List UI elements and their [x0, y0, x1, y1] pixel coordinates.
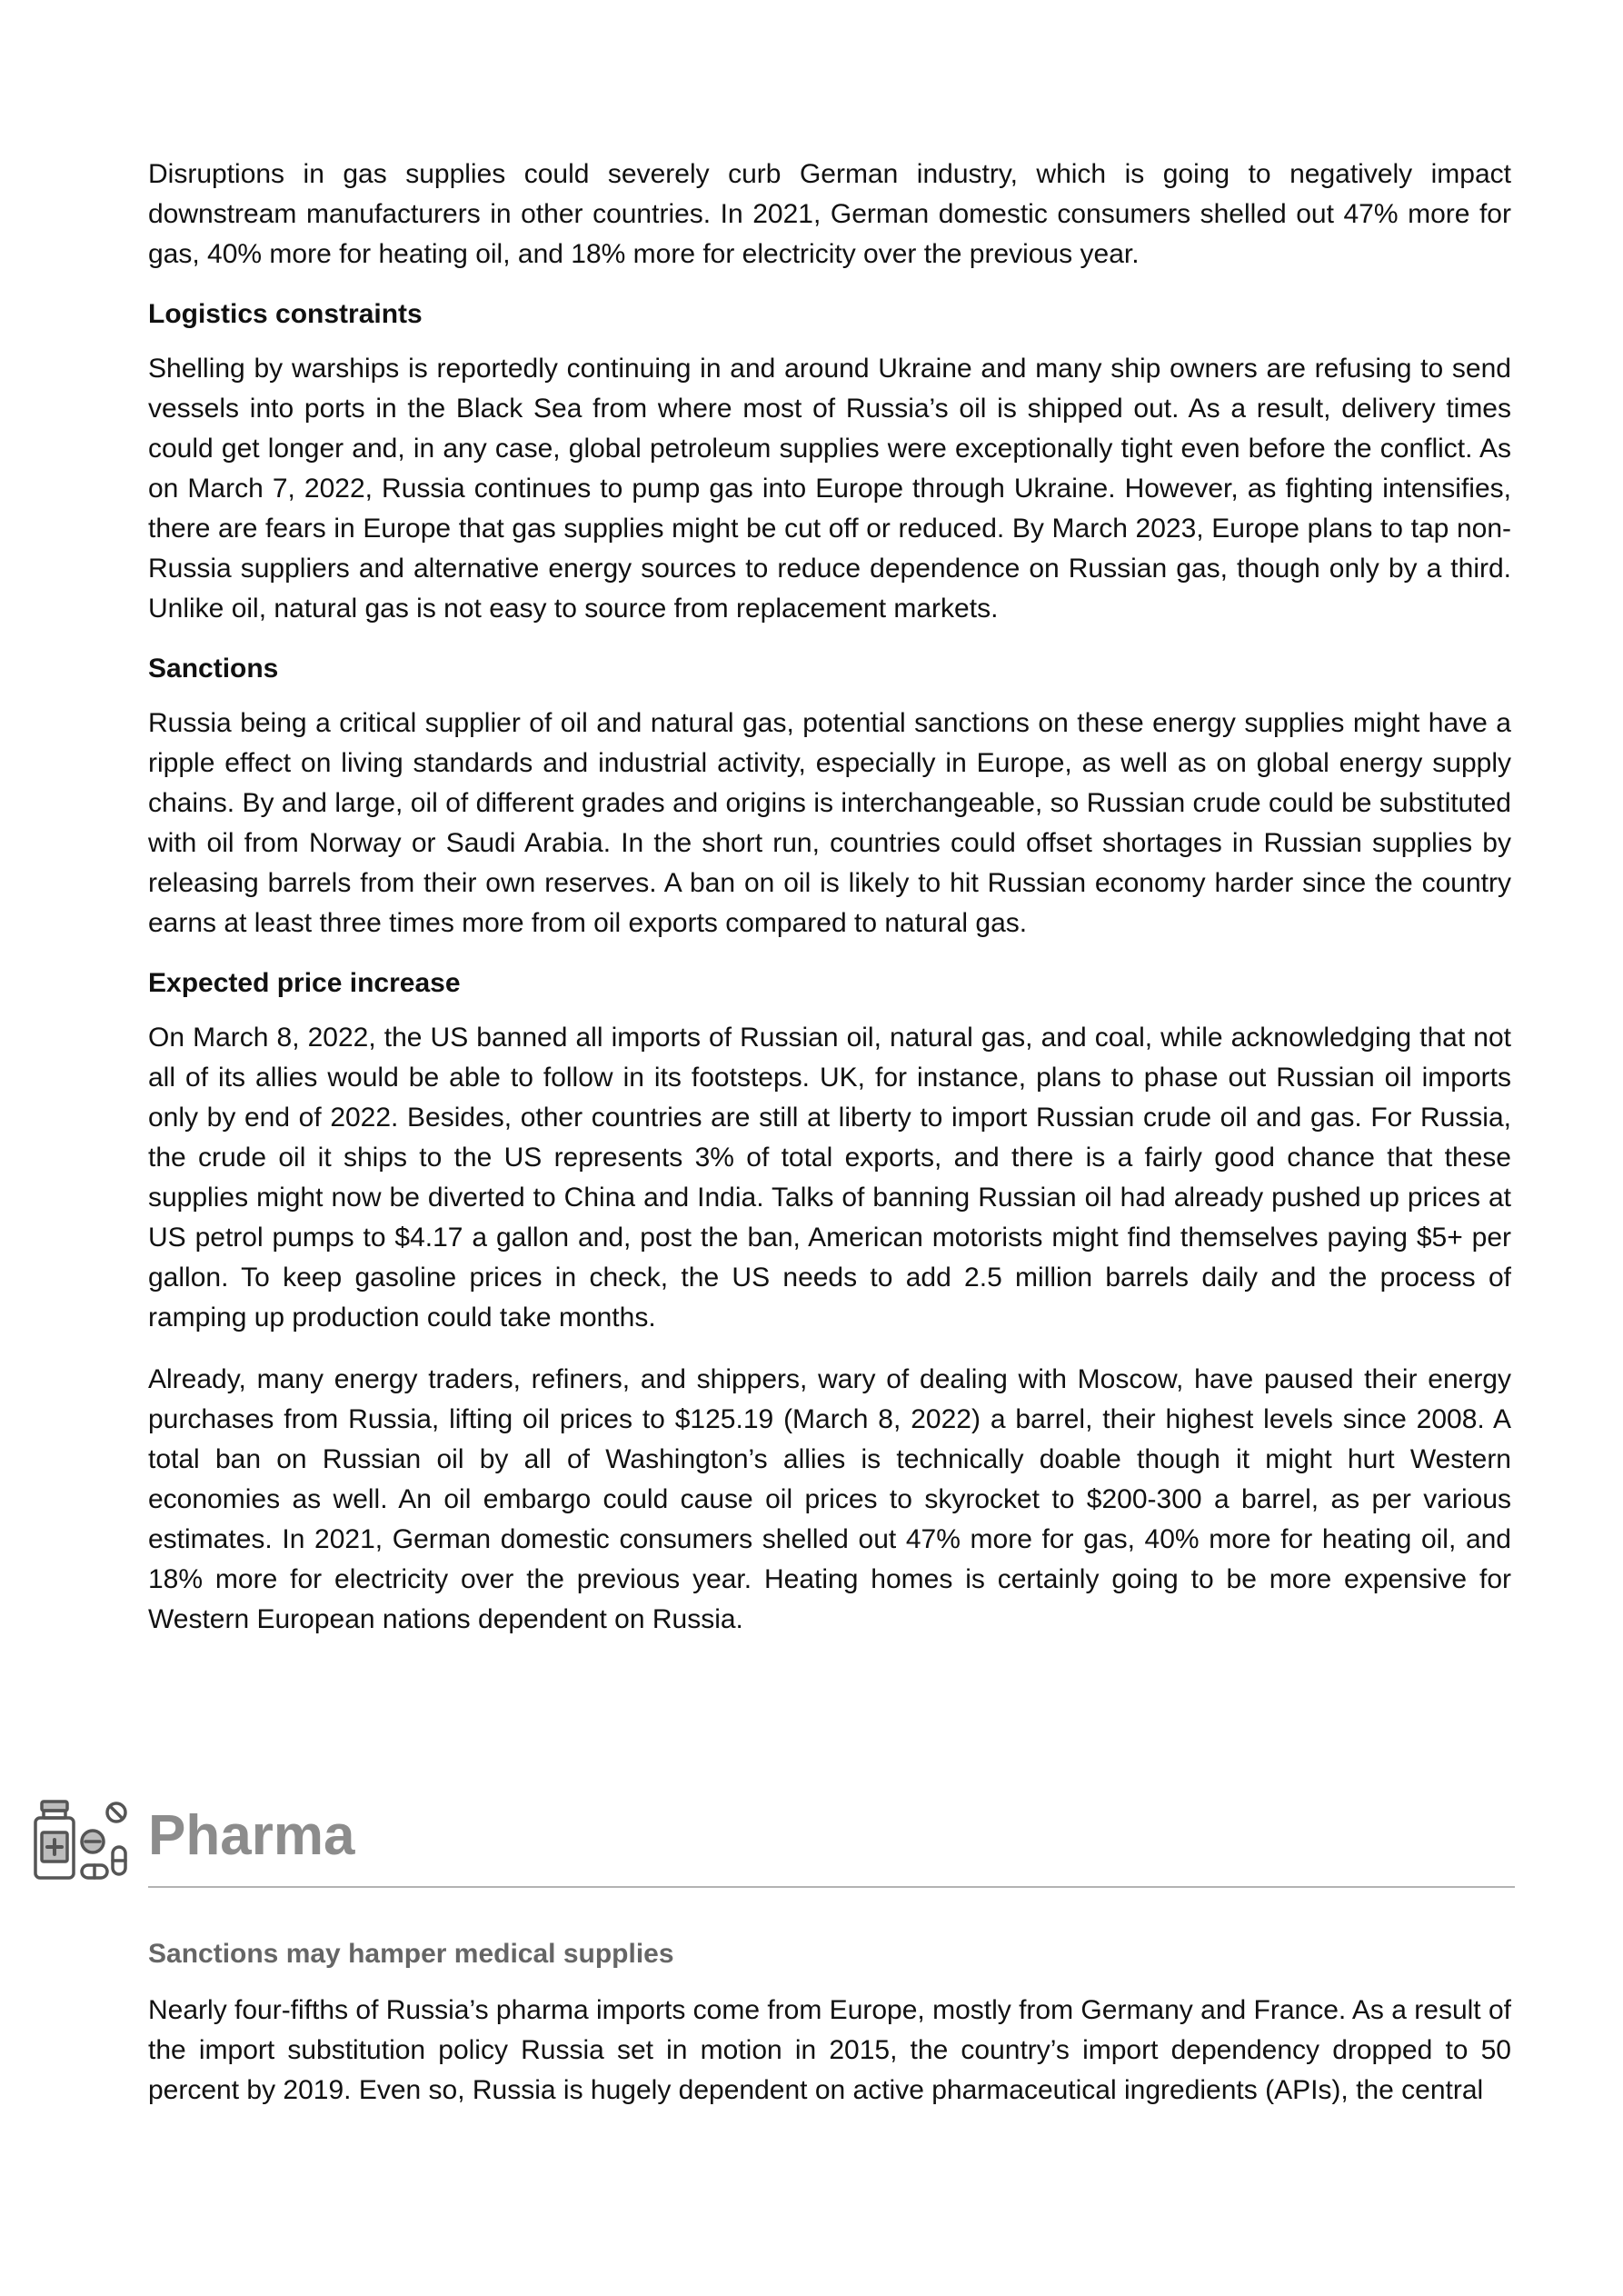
intro-paragraph: Disruptions in gas supplies could severely curb German industry, which is going to negatively impact downstream manufacturers in other countries. In 2021, German domestic consumers shelled out 47% more for gas, 40% more for heating oil, and 18% more for electricity over the previous year. — [148, 159, 1511, 269]
pharma-paragraph: Nearly four-fifths of Russia’s pharma imports come from Europe, mostly from Germany and France. As a result of the import substitution policy Russia set in motion in 2015, the country’s import dependency dropped to 50 percent by 2019. Even so, Russia is hugely dependent on active pharmaceutical ingredients (APIs), the central — [148, 1995, 1511, 2105]
price-increase-paragraph-2: Already, many energy traders, refiners, and shippers, wary of dealing with Moscow, have paused their energy purchases from Russia, lifting oil prices to $125.19 (March 8, 2022) a barrel, their highest levels since 2008. A total ban on Russian oil by all of Washington’s allies is technically doable though it might hurt Western economies as well. An oil embargo could cause oil prices to skyrocket to $200-300 a barrel, as per various estimates. In 2021, German domestic consumers shelled out 47% more for gas, 40% more for heating oil, and 18% more for electricity over the previous year. Heating homes is certainly going to be more expensive for Western European nations dependent on Russia. — [148, 1364, 1511, 1634]
pharma-section-header — [33, 1792, 1516, 1892]
sanctions-paragraph: Russia being a critical supplier of oil and natural gas, potential sanctions on these energy supplies might have a ripple effect on living standards and industrial activity, especially in Europe, as well as on global energy supply chains. By and large, oil of different grades and origins is interchangeable, so Russian crude could be substituted with oil from Norway or Saudi Arabia. In the short run, countries could offset shortages in Russian supplies by releasing barrels from their own reserves. A ban on oil is likely to hit Russian economy harder since the country earns at least three times more from oil exports compared to natural gas. — [148, 708, 1511, 938]
logistics-heading: Logistics constraints — [148, 299, 423, 329]
energy-section-body — [148, 155, 1511, 1662]
price-increase-heading: Expected price increase — [148, 968, 461, 998]
pharma-section-body — [148, 1936, 1511, 2132]
section-divider — [148, 1886, 1515, 1888]
sanctions-heading: Sanctions — [148, 654, 279, 684]
price-increase-paragraph-1: On March 8, 2022, the US banned all imports of Russian oil, natural gas, and coal, while acknowledging that not all of its allies would be able to follow in its footsteps. UK, for instance, plans to phase out Russian oil imports only by end of 2022. Besides, other countries are still at liberty to import Russian crude oil and gas. For Russia, the crude oil it ships to the US represents 3% of total exports, and there is a fairly good chance that these supplies might now be diverted to China and India. Talks of banning Russian oil had already pushed up prices at US petrol pumps to $4.17 a gallon and, post the ban, American motorists might find themselves paying $5+ per gallon. To keep gasoline prices in check, the US needs to add 2.5 million barrels daily and the process of ramping up production could take months. — [148, 1023, 1511, 1333]
section-title: Pharma — [148, 1804, 355, 1867]
medicine-bottle-pills-icon — [33, 1800, 133, 1882]
logistics-paragraph: Shelling by warships is reportedly continuing in and around Ukraine and many ship owners are refusing to send vessels into ports in the Black Sea from where most of Russia’s oil is shipped out. As a result, delivery times could get longer and, in any case, global petroleum supplies were exceptionally tight even before the conflict. As on March 7, 2022, Russia continues to pump gas into Europe through Ukraine. However, as fighting intensifies, there are fears in Europe that gas supplies might be cut off or reduced. By March 2023, Europe plans to tap non-Russia suppliers and alternative energy sources to reduce dependence on Russian gas, though only by a third. Unlike oil, natural gas is not easy to source from replacement markets. — [148, 354, 1511, 624]
pharma-subheading: Sanctions may hamper medical supplies — [148, 1939, 674, 1969]
